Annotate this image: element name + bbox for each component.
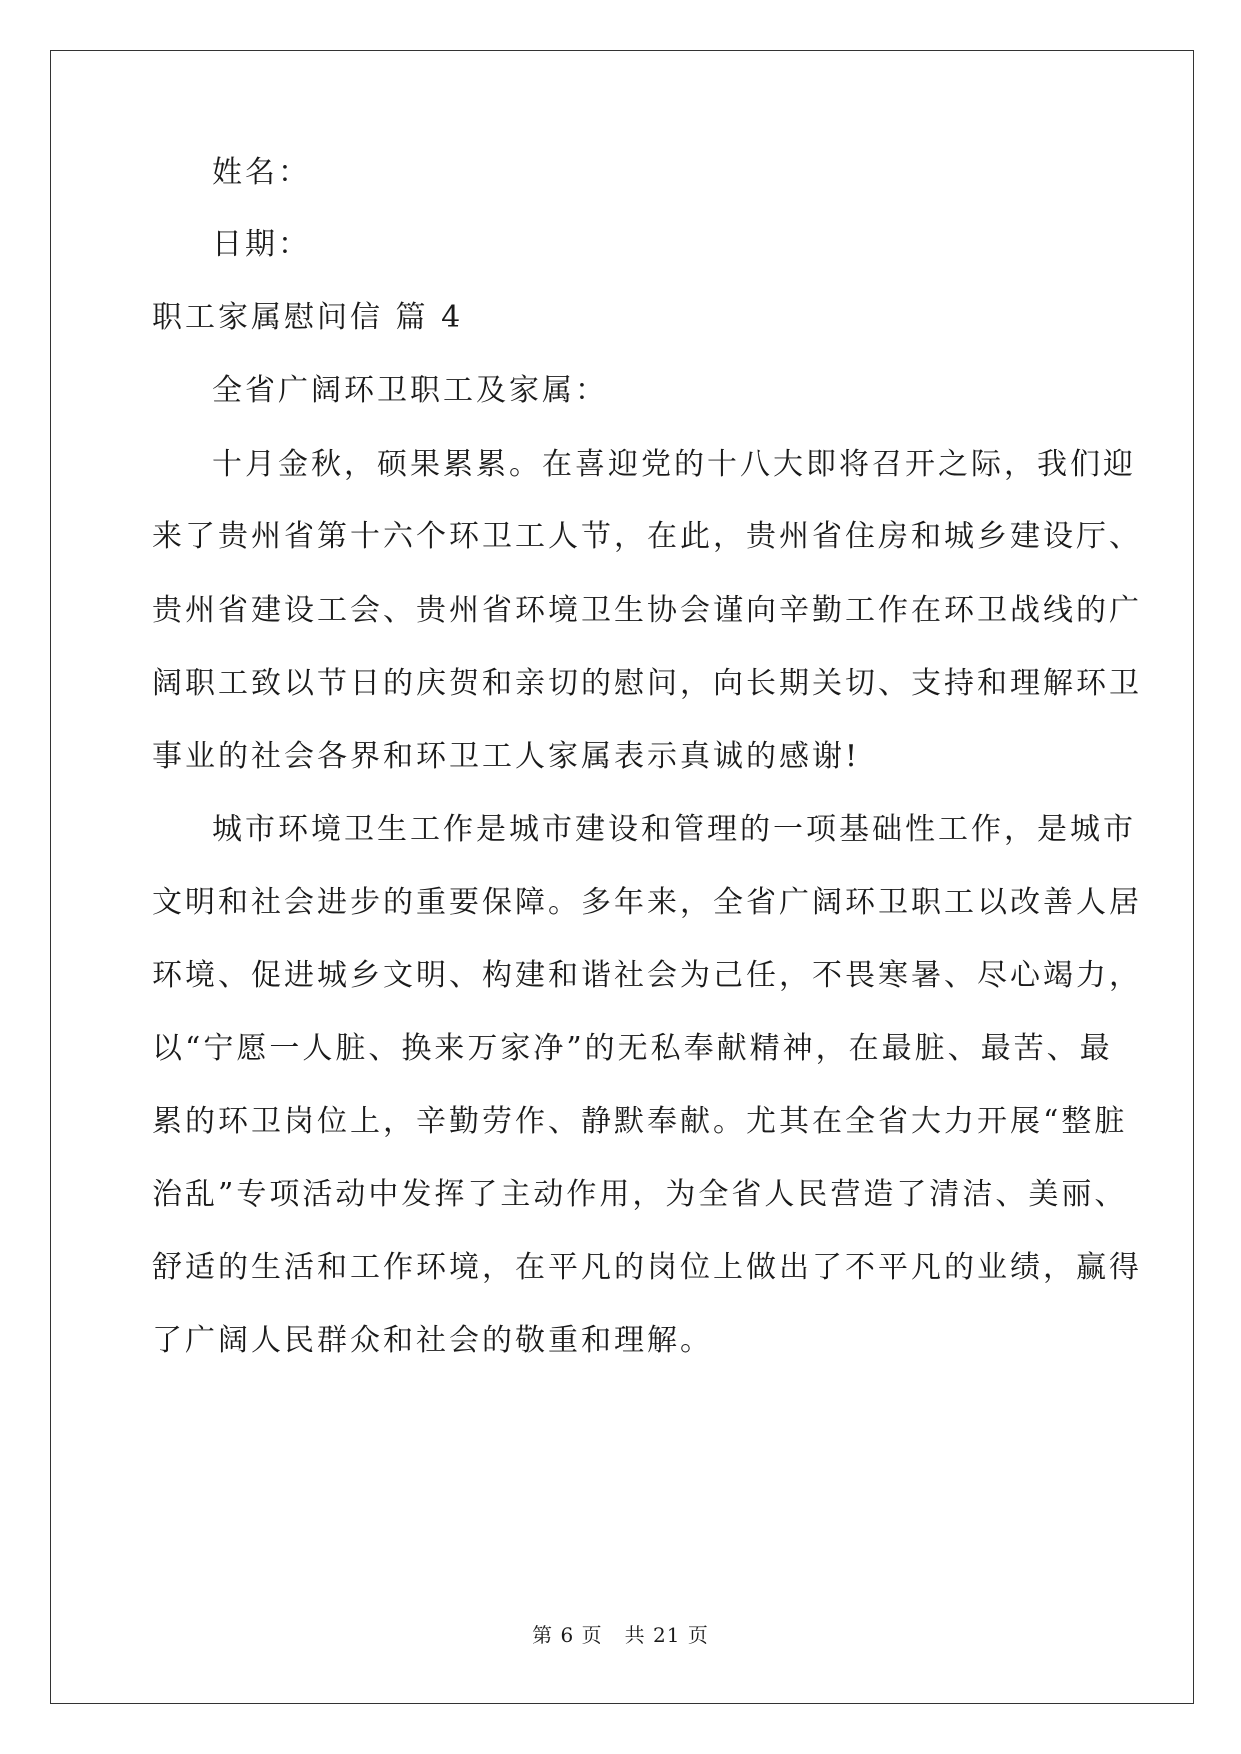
page-number-footer: 第 6 页 共 21 页 (532, 1623, 709, 1647)
paragraph-line: 十月金秋，硕果累累。在喜迎党的十八大即将召开之际，我们迎 (212, 447, 1136, 482)
paragraph-line: 来了贵州省第十六个环卫工人节，在此，贵州省住房和城乡建设厅、 (152, 519, 1142, 554)
paragraph-line: 治乱”专项活动中发挥了主动作用，为全省人民营造了清洁、美丽、 (152, 1177, 1128, 1212)
paragraph-line: 城市环境卫生工作是城市建设和管理的一项基础性工作，是城市 (212, 812, 1136, 847)
name-label: 姓名： (212, 155, 311, 190)
paragraph-line: 舒适的生活和工作环境，在平凡的岗位上做出了不平凡的业绩，赢得 (152, 1250, 1142, 1285)
page-border (50, 50, 1194, 1704)
paragraph-line: 事业的社会各界和环卫工人家属表示真诚的感谢! (152, 739, 861, 774)
paragraph-line: 累的环卫岗位上，辛勤劳作、静默奉献。尤其在全省大力开展“整脏 (152, 1104, 1128, 1139)
section-title: 职工家属慰问信 篇 4 (152, 300, 464, 335)
paragraph-line: 了广阔人民群众和社会的敬重和理解。 (152, 1323, 713, 1358)
paragraph-line: 阔职工致以节日的庆贺和亲切的慰问，向长期关切、支持和理解环卫 (152, 666, 1142, 701)
paragraph-line: 以“宁愿一人脏、换来万家净”的无私奉献精神，在最脏、最苦、最 (152, 1031, 1113, 1066)
paragraph-line: 文明和社会进步的重要保障。多年来，全省广阔环卫职工以改善人居 (152, 885, 1142, 920)
salutation: 全省广阔环卫职工及家属： (212, 373, 608, 408)
paragraph-line: 环境、促进城乡文明、构建和谐社会为己任，不畏寒暑、尽心竭力， (152, 958, 1142, 993)
date-label: 日期： (212, 227, 311, 262)
paragraph-line: 贵州省建设工会、贵州省环境卫生协会谨向辛勤工作在环卫战线的广 (152, 593, 1142, 628)
